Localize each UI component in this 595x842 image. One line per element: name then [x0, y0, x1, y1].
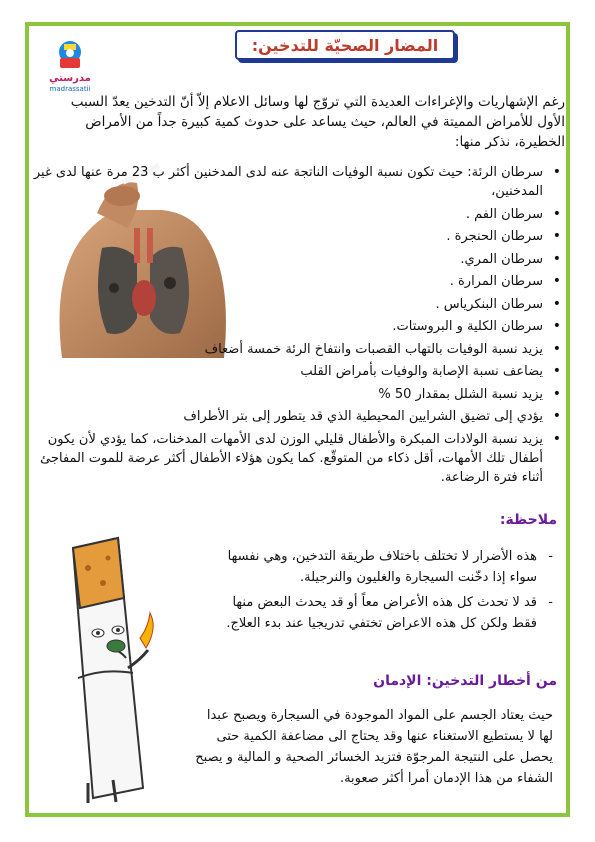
list-item: • سرطان المرارة .	[23, 272, 543, 291]
list-item: • يزيد نسبة الشلل بمقدار 50 %	[23, 385, 543, 404]
list-item: • سرطان الرئة: حيث تكون نسبة الوفيات الناتجة عنه لدى المدخنين أكثر ب 23 مرة عنها لدى غير المدخنين،	[23, 163, 543, 201]
list-item: • سرطان الكلية و البروستات.	[23, 317, 543, 336]
addiction-paragraph: حيث يعتاد الجسم على المواد الموجودة في السيجارة ويصبح عبدا لها لا يستطيع الاستغناء عنها وقد يحتاج الى مضاعفة الكمية حتى يحصل على النتيجة المرجوّة فتزيد الخسائر الصحية و المالية و يصبح الشفاء من هذا الإدمان أمرا أكثر صعوبة.	[195, 708, 553, 786]
intro-paragraph: رغم الإشهاريات والإغراءات العديدة التي تروّج لها وسائل الاعلام إلاّ أنّ التدخين يعدّ السبب الأول للأمراض المميتة في العالم، حيث يساعد على حدوث كمية كبيرة جداً من الأمراض الخطيرة، نذكر منها:	[70, 94, 565, 150]
list-item: - هذه الأضرار لا تختلف باختلاف طريقة التدخين، وهي نفسها سواء إذا دخّنت السيجارة والغليون والنرجيلة.	[207, 546, 537, 588]
addiction-heading: من أخطار التدخين: الإدمان	[373, 673, 557, 689]
logo-name: مدرستي	[49, 73, 91, 84]
list-item: • سرطان الفم .	[23, 205, 543, 224]
title-box	[235, 30, 455, 60]
list-item: • يزيد نسبة الوفيات بالتهاب القصبات وانتفاخ الرئة خمسة أضعاف	[23, 340, 543, 359]
diseases-list	[23, 163, 565, 490]
list-item: • يضاعف نسبة الإصابة والوفيات بأمراض القلب	[23, 362, 543, 381]
notes-list	[207, 546, 555, 638]
list-item: • يزيد نسبة الولادات المبكرة والأطفال قليلي الوزن لدى الأمهات المدخنات، كما يؤدي لأن يكون أطفال تلك الأمهات، أقل ذكاء من المتوقّع. كما يكون هؤلاء الأطفال أكثر عرضة للموت المفاجئ أثناء فترة الرضاعة.	[23, 430, 543, 487]
page-title: المضار الصحيّة للتدخين:	[251, 35, 439, 55]
cigarette-cartoon-illustration	[48, 528, 168, 808]
list-item: • يؤدي إلى تضيق الشرايين المحيطية الذي قد يتطور إلى بتر الأطراف	[23, 407, 543, 426]
logo-subtitle: madrassatii	[49, 85, 91, 93]
list-item: • سرطان الحنجرة .	[23, 227, 543, 246]
list-item: • سرطان المري.	[23, 250, 543, 269]
list-item: - قد لا تحدث كل هذه الأعراض معاً أو قد يحدث البعض منها فقط ولكن كل هذه الاعراض تختفي تدريجيا عند بدء العلاج.	[207, 592, 537, 634]
list-item: • سرطان البنكرياس .	[23, 295, 543, 314]
notes-heading: ملاحظة:	[499, 512, 557, 528]
